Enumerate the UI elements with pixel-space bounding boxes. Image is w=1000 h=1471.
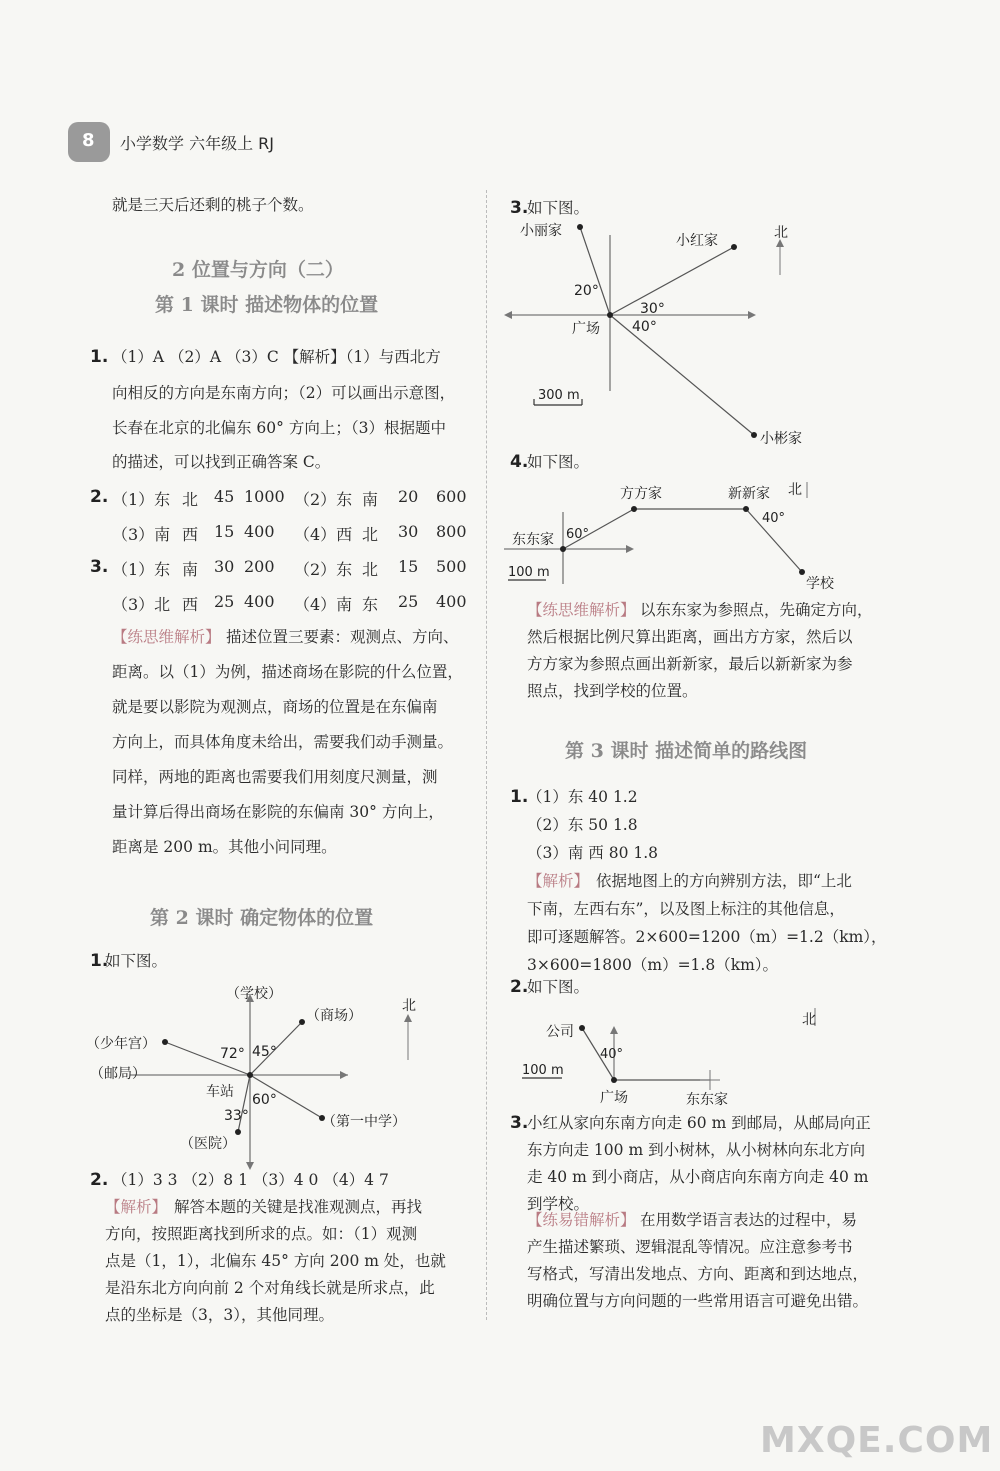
diag-north: 北: [402, 998, 416, 1014]
l1q3-analysis-line: 描述位置三要素：观测点、方向、: [226, 628, 459, 646]
l1q3-cell: 500: [436, 557, 467, 576]
l1q2-cell: 800: [436, 522, 467, 541]
r-l3q1-row: （3）南 西 80 1.8: [527, 844, 659, 862]
l1q2-cell: 45: [214, 487, 235, 506]
diag-label: （第一中学）: [322, 1114, 406, 1130]
lesson1-title: 第 1 课时 描述物体的位置: [155, 294, 379, 316]
page-number: 8: [82, 130, 95, 151]
l1q3-cell: 南: [182, 560, 199, 579]
l2q2-number: 2.: [90, 1170, 109, 1190]
unit-title: 2 位置与方向（二）: [172, 259, 344, 281]
l2q1-number: 1.: [90, 951, 109, 971]
l1q2-cell: 西: [182, 525, 199, 544]
r-q3-number: 3.: [510, 198, 529, 218]
diag-label: 学校: [806, 576, 834, 592]
diag-scale: 100 m: [522, 1063, 564, 1078]
diag-angle: 40°: [632, 319, 657, 335]
diag-label: 广场: [572, 321, 600, 337]
l1q2-cell: 400: [244, 522, 275, 541]
l1q2-cell: （4）西: [294, 525, 353, 544]
l2q2-analysis-line: 点是（1，1），北偏东 45° 方向 200 m 处，也就: [105, 1252, 446, 1270]
r-l3q2-text: 如下图。: [527, 978, 590, 996]
diag-label: 新新家: [728, 486, 770, 502]
l2q2-analysis-tag: 【解析】: [105, 1198, 168, 1216]
l1q2-cell: （1）东: [112, 490, 171, 509]
r-q4-analysis-line: 以东东家为参照点，先确定方向，: [640, 601, 873, 619]
r-l3q1-number: 1.: [510, 787, 529, 807]
r-q3-diagram: [500, 215, 830, 455]
r-l3q3-line: 到学校。: [527, 1195, 590, 1213]
diag-angle: 20°: [574, 283, 599, 299]
l2q2-answer: （1）3 3 （2）8 1 （3）4 0 （4）4 7: [112, 1171, 389, 1189]
diag-label: 方方家: [620, 486, 662, 502]
l1q3-analysis-line: 就是要以影院为观测点，商场的位置是在东偏南: [112, 698, 438, 716]
r-l3q1-row: （1）东 40 1.2: [527, 788, 638, 806]
l2q2-analysis-line: 点的坐标是（3，3），其他同理。: [105, 1306, 334, 1324]
l1q1-line: 长春在北京的北偏东 60° 方向上；（3）根据题中: [112, 419, 446, 437]
l1q3-analysis-line: 方向上，而具体角度未给出，需要我们动手测量。: [112, 733, 454, 751]
diag-label: （邮局）: [90, 1066, 146, 1082]
r-l3q3-line: 东方向走 100 m 到小树林，从小树林向东北方向: [527, 1141, 866, 1159]
l1q3-number: 3.: [90, 557, 109, 577]
r-l3q3-number: 3.: [510, 1113, 529, 1133]
diag-label: （学校）: [226, 986, 282, 1002]
l2q2-analysis-line: 解答本题的关键是找准观测点，再找: [174, 1198, 423, 1216]
r-l3q2-number: 2.: [510, 977, 529, 997]
diag-label: （商场）: [306, 1008, 362, 1024]
diag-angle: 60°: [566, 527, 590, 542]
r-l3q3-line: 小红从家向东南方向走 60 m 到邮局，从邮局向正: [527, 1114, 871, 1132]
diag-scale: 300 m: [538, 388, 580, 403]
r-l3q3-note: 在用数学语言表达的过程中，易: [640, 1211, 858, 1229]
r-l3q3-note: 产生描述繁琐、逻辑混乱等情况。应注意参考书: [527, 1238, 853, 1256]
l1q3-cell: 25: [214, 592, 235, 611]
column-divider: [486, 190, 487, 1320]
l1q2-cell: （2）东: [294, 490, 353, 509]
l1q2-cell: 北: [362, 525, 379, 544]
l1q3-cell: 200: [244, 557, 275, 576]
diag-label: 东东家: [686, 1092, 728, 1108]
l2q2-analysis-line: 方向，按照距离找到所求的点。如：（1）观测: [105, 1225, 418, 1243]
l1q1-line: 向相反的方向是东南方向；（2）可以画出示意图，: [112, 384, 456, 402]
l1q2-cell: （3）南: [112, 525, 171, 544]
l1q1-line: 的描述，可以找到正确答案 C。: [112, 453, 331, 471]
diag-label: 小红家: [676, 233, 718, 249]
l1q2-cell: 北: [182, 490, 199, 509]
intro-line: 就是三天后还剩的桃子个数。: [112, 196, 314, 214]
diag-north: 北: [774, 225, 788, 241]
diag-label: 东东家: [512, 532, 554, 548]
l1q3-analysis-line: 距离是 200 m。其他小问同理。: [112, 838, 337, 856]
diag-label: 车站: [206, 1084, 234, 1100]
l1q3-cell: 西: [182, 595, 199, 614]
l1q3-cell: 25: [398, 592, 419, 611]
diag-angle: 45°: [252, 1044, 277, 1060]
l1q3-analysis-tag: 【练思维解析】: [112, 628, 221, 646]
diag-label: （少年宫）: [86, 1036, 156, 1052]
r-l3q1-analysis-line: 即可逐题解答。2×600=1200（m）=1.2（km），: [527, 928, 887, 946]
diag-angle: 30°: [640, 301, 665, 317]
lesson2-title: 第 2 课时 确定物体的位置: [150, 907, 374, 929]
r-l3q1-analysis-line: 下南，左西右东”，以及图上标注的其他信息，: [527, 900, 845, 918]
l1q2-cell: 30: [398, 522, 419, 541]
diag-label: 小丽家: [520, 223, 562, 239]
r-l3q1-analysis-line: 3×600=1800（m）=1.8（km）。: [527, 956, 779, 974]
header-title: 小学数学 六年级上 RJ: [120, 134, 275, 153]
r-l3q3-note: 明确位置与方向问题的一些常用语言可避免出错。: [527, 1292, 869, 1310]
l2q1-text: 如下图。: [105, 952, 168, 970]
diag-angle: 40°: [600, 1047, 624, 1062]
r-q4-analysis-line: 然后根据比例尺算出距离，画出方方家，然后以: [527, 628, 853, 646]
l1q3-cell: （2）东: [294, 560, 353, 579]
l1q1-line: （1）A （2）A （3）C 【解析】（1）与西北方: [112, 348, 441, 366]
l1q3-cell: 30: [214, 557, 235, 576]
r-l3q3-line: 走 40 m 到小商店，从小商店向东南方向走 40 m: [527, 1168, 869, 1186]
l1q2-cell: 南: [362, 490, 379, 509]
diag-label: 小彬家: [760, 431, 802, 447]
r-q4-analysis-tag: 【练思维解析】: [527, 601, 636, 619]
r-q4-analysis-line: 照点，找到学校的位置。: [527, 682, 698, 700]
r-q4-number: 4.: [510, 452, 529, 472]
diag-label: 公司: [546, 1024, 574, 1040]
l1q1-number: 1.: [90, 347, 109, 367]
diag-angle: 40°: [762, 511, 786, 526]
r-l3q3-note: 写格式，写清出发地点、方向、距离和到达地点，: [527, 1265, 869, 1283]
r-l3q1-row: （2）东 50 1.8: [527, 816, 638, 834]
r-q4-analysis-line: 方方家为参照点画出新新家，最后以新新家为参: [527, 655, 853, 673]
diag-label: （医院）: [180, 1136, 236, 1152]
l1q3-cell: 400: [436, 592, 467, 611]
diag-north: 北: [788, 482, 802, 498]
diag-angle: 33°: [224, 1108, 249, 1124]
l1q3-cell: 15: [398, 557, 419, 576]
l1q2-cell: 600: [436, 487, 467, 506]
l2q2-analysis-line: 是沿东北方向向前 2 个对角线长就是所求点，此: [105, 1279, 435, 1297]
l1q3-cell: （1）东: [112, 560, 171, 579]
r-q4-diagram: [500, 476, 834, 596]
l1q3-cell: （3）北: [112, 595, 171, 614]
r-l3q3-analysis-tag: 【练易错解析】: [527, 1211, 636, 1229]
page-number-badge: [68, 122, 110, 162]
l1q2-cell: 15: [214, 522, 235, 541]
r-l3q2-diagram: [510, 1000, 840, 1108]
l1q3-cell: （4）南: [294, 595, 353, 614]
diag-label: 广场: [600, 1090, 628, 1106]
lesson3-title: 第 3 课时 描述简单的路线图: [565, 740, 808, 762]
l1q3-cell: 东: [362, 595, 379, 614]
diag-north: 北: [802, 1012, 816, 1028]
r-q4-text: 如下图。: [527, 453, 590, 471]
diag-angle: 72°: [220, 1046, 245, 1062]
l2q1-diagram: [80, 980, 480, 1170]
l1q2-cell: 20: [398, 487, 419, 506]
l1q3-analysis-line: 同样，两地的距离也需要我们用刻度尺测量，测: [112, 768, 438, 786]
r-l3q1-analysis-line: 依据地图上的方向辨别方法，即“上北: [596, 872, 852, 890]
l1q2-cell: 1000: [244, 487, 285, 506]
diag-scale: 100 m: [508, 565, 550, 580]
l1q3-analysis-line: 距离。以（1）为例，描述商场在影院的什么位置，: [112, 663, 463, 681]
l1q3-cell: 北: [362, 560, 379, 579]
r-l3q1-analysis-tag: 【解析】: [527, 872, 590, 890]
l1q2-number: 2.: [90, 487, 109, 507]
diag-angle: 60°: [252, 1092, 277, 1108]
l1q3-cell: 400: [244, 592, 275, 611]
r-q3-text: 如下图。: [527, 199, 590, 217]
l1q3-analysis-line: 量计算后得出商场在影院的东偏南 30° 方向上，: [112, 803, 444, 821]
watermark: MXQE.COM: [760, 1420, 994, 1461]
